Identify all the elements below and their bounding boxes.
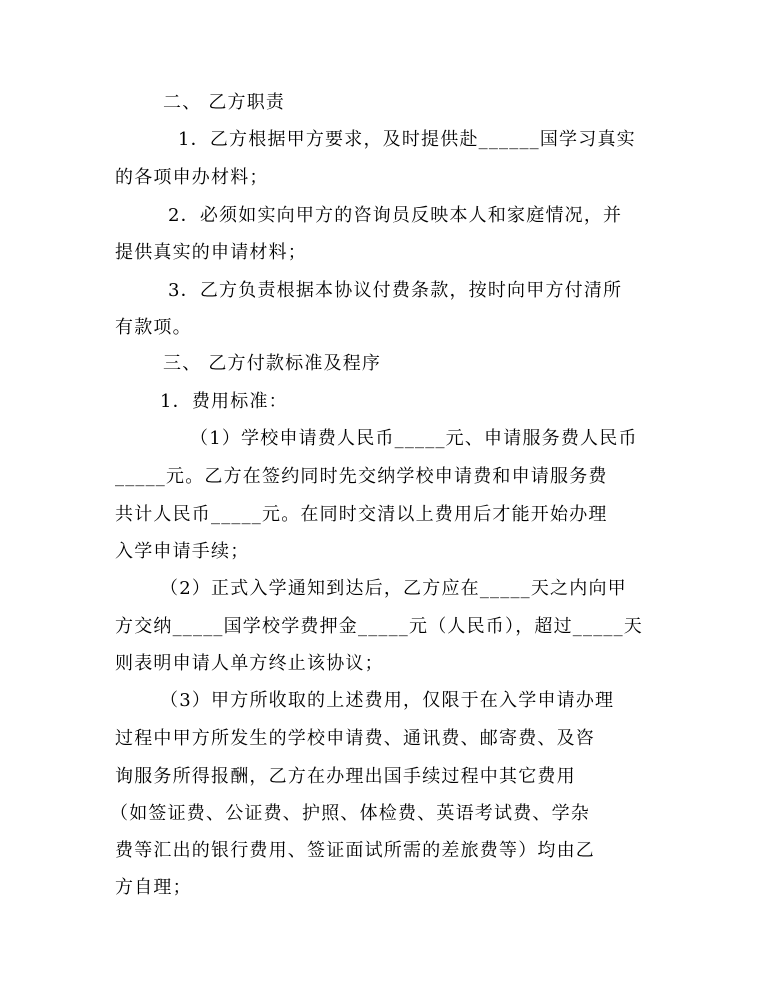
fee-item-3-line-1: （3）甲方所收取的上述费用，仅限于在入学申请办理 (160, 690, 615, 711)
section-heading-party-b-duties: 二、 乙方职责 (163, 92, 286, 113)
fee-standard-heading: 1．费用标准： (160, 391, 288, 412)
fee-item-2-line-2: 方交纳_____国学校学费押金_____元（人民币），超过_____天 (115, 616, 643, 637)
fee-item-1-line-4: 入学申请手续； (115, 541, 250, 562)
fee-item-1-line-3: 共计人民币_____元。在同时交清以上费用后才能开始办理 (115, 504, 608, 525)
fee-item-3-line-3: 询服务所得报酬，乙方在办理出国手续过程中其它费用 (115, 766, 576, 787)
fee-item-2-line-3: 则表明申请人单方终止该协议； (115, 653, 384, 674)
clause-3-line-2: 有款项。 (115, 317, 192, 338)
clause-1-line-1: 1．乙方根据甲方要求，及时提供赴______国学习真实 (178, 129, 636, 150)
clause-1-line-2: 的各项申办材料； (115, 167, 269, 188)
fee-item-3-line-2: 过程中甲方所发生的学校申请费、通讯费、邮寄费、及咨 (115, 728, 595, 749)
clause-2-line-1: 2．必须如实向甲方的咨询员反映本人和家庭情况，并 (168, 205, 623, 226)
fee-item-3-line-4: （如签证费、公证费、护照、体检费、英语考试费、学杂 (110, 803, 590, 824)
clause-3-line-1: 3．乙方负责根据本协议付费条款，按时向甲方付清所 (168, 280, 623, 301)
clause-2-line-2: 提供真实的申请材料； (115, 242, 307, 263)
fee-item-3-line-5: 费等汇出的银行费用、签证面试所需的差旅费等）均由乙 (115, 840, 595, 861)
fee-item-1-line-2: _____元。乙方在签约同时先交纳学校申请费和申请服务费 (115, 466, 608, 487)
fee-item-2-line-1: （2）正式入学通知到达后，乙方应在_____天之内向甲 (160, 578, 627, 599)
fee-item-1-line-1: （1）学校申请费人民币_____元、申请服务费人民币 (190, 428, 638, 449)
fee-item-3-line-6: 方自理； (115, 877, 192, 898)
section-heading-payment: 三、 乙方付款标准及程序 (163, 353, 382, 374)
